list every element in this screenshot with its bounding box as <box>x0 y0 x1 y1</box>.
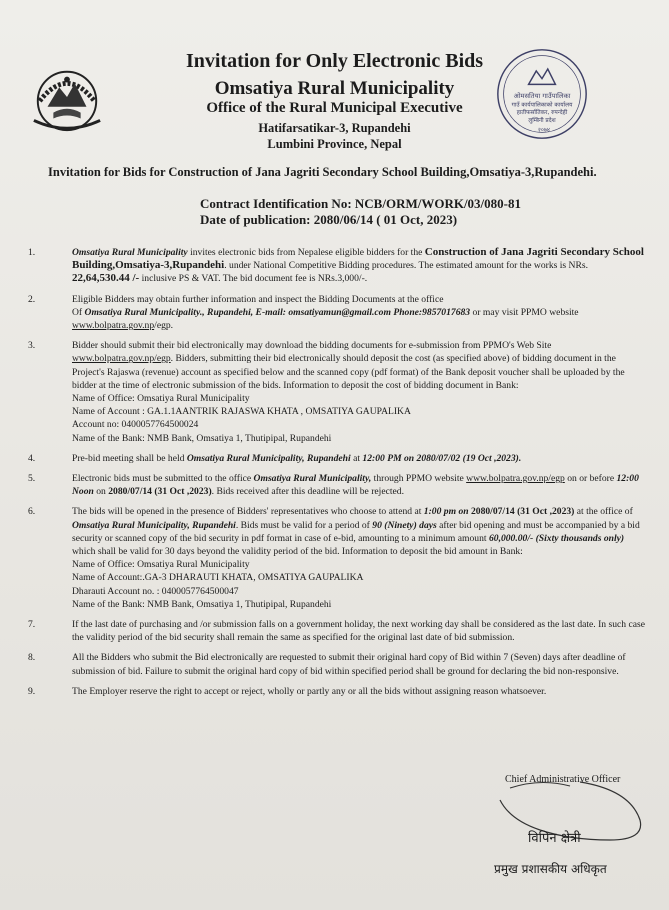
item-number: 3. <box>28 340 36 352</box>
list-item: 9. The Employer reserve the right to accept or reject, wholly or partly any or all the bids without assigning reason whatsoever. <box>28 685 547 697</box>
contract-block <box>200 196 521 228</box>
bolpatra-link[interactable]: www.bolpatra.gov.np <box>72 320 155 332</box>
list-item: 7. If the last date of purchasing and /or submission falls on a government holiday, the next working day shall be considered as the last date. In such case the validity period of the bid security shall remain the same as specified for the original last date of bid submission. <box>28 619 645 644</box>
svg-text:ओमसतिया गाउँपालिका: ओमसतिया गाउँपालिका <box>513 91 571 100</box>
item-number: 2. <box>28 293 36 305</box>
item-number: 7. <box>28 619 36 631</box>
address-line-1: Hatifarsatikar-3, Rupandehi <box>258 121 411 135</box>
address-line-2: Lumbini Province, Nepal <box>267 137 402 151</box>
item-number: 1. <box>28 247 36 258</box>
page-title: Invitation for Only Electronic Bids <box>185 50 484 72</box>
bolpatra-egp-link[interactable]: www.bolpatra.gov.np/egp <box>72 353 171 365</box>
item-number: 5. <box>28 473 36 485</box>
list-item: 4. Pre-bid meeting shall be held Omsatiya Rural Municipality, Rupandehi at 12:00 PM on 2080/07/02 (19 Oct ,2023). <box>28 452 522 464</box>
list-item: 2. Eligible Bidders may obtain further information and inspect the Bidding Documents at the office Of Omsatiya Rural Municipality., Rupandehi, E-mail: omsatiyamun@gmail.com Phone:9857017683 or may visit PPMO website www.bolpatra.gov.np/egp. <box>28 293 579 332</box>
svg-text:लुम्बिनी प्रदेश: लुम्बिनी प्रदेश <box>528 117 556 124</box>
list-item: 1. Omsatiya Rural Municipality invites electronic bids from Nepalese eligible bidders for the Construction of Jana Jagriti Secondary School Building,Omsatiya-3,Rupandehi. under National Competitive Bidding procedures. The estimated amount for the works is NRs. 22,64,530.44 /- inclusive PS & VAT. The bid document fee is NRs.3,000/-. <box>28 246 644 285</box>
signatory-title-nepali: प्रमुख प्रशासकीय अधिकृत <box>494 862 607 876</box>
svg-text:हातीफर्सातिकर, रुपन्देही: हातीफर्सातिकर, रुपन्देही <box>516 110 568 117</box>
item-number: 4. <box>28 452 36 464</box>
subject-line: Invitation for Bids for Construction of Jana Jagriti Secondary School Building,Omsatiya-3,Rupandehi. <box>48 165 597 179</box>
list-item: 6. The bids will be opened in the presence of Bidders' representatives who choose to attend at 1:00 pm on 2080/07/14 (31 Oct ,2023) at the office of Omsatiya Rural Municipality, Rupandehi. Bids must be valid for a period of 90 (Ninety) days after bid opening and must be accompanied by a bid security or scanned copy of the bid security in pdf format in case of e-bid, amounting to a minimum amount 60,000.00/- (Sixty thousands only) which shall be valid for 30 days beyond the validity period of the bid. Information to deposit the bid amount in Bank: Name of Office: Omsatiya Rural Municipality Name of Account:.GA-3 DHARAUTI KHATA, OMSATIYA GAUPALIKA Dharauti Account no. : 0400057764500047 Name of the Bank: NMB Bank, Omsatiya 1, Thutipipal, Rupandehi <box>28 506 640 610</box>
item-number: 9. <box>28 685 36 697</box>
signatory-name: विपिन क्षेत्री <box>528 831 581 846</box>
item-number: 6. <box>28 506 36 518</box>
items-list <box>28 246 648 705</box>
publication-date: Date of publication: 2080/06/14 ( 01 Oct, 2023) <box>200 212 458 227</box>
list-item: 3. Bidder should submit their bid electronically may download the bidding documents for e-submission from PPMO's Web Site www.bolpatra.gov.np/egp. Bidders, submitting their bid electronically should deposit the cost (as specified above) of bidding document in the Project's Rajaswa (revenue) account as specified below and the scanned copy (pdf format) of the Bank deposit voucher shall be uploaded by the bidder at the time of electronic submission of the bids. Information to deposit the cost of bidding document in Bank: Name of Office: Omsatiya Rural Municipality Name of Account : GA.1.1AANTRIK RAJASWA KHATA , OMSATIYA GAUPALIKA Account no: 0400057764500024 Name of the Bank: NMB Bank, Omsatiya 1, Thutipipal, Rupandehi <box>28 340 625 444</box>
bolpatra-egp-link[interactable]: www.bolpatra.gov.np/egp <box>466 473 565 485</box>
organization-name: Omsatiya Rural Municipality <box>214 78 455 99</box>
list-item: 8. All the Bidders who submit the Bid electronically are requested to submit their original hard copy of Bid within 7 (Seven) days after deadline of submission of bid. Failure to submit the original hard copy of bid within specified period shall be ground for declaring the bid non-responsive. <box>28 652 626 677</box>
list-item: 5. Electronic bids must be submitted to the office Omsatiya Rural Municipality, through PPMO website www.bolpatra.gov.np/egp on or before 12:00 Noon on 2080/07/14 (31 Oct ,2023). Bids received after this deadline will be rejected. <box>28 473 639 498</box>
svg-text:गाउँ कार्यपालिकाको कार्यालय: गाउँ कार्यपालिकाको कार्यालय <box>511 102 573 109</box>
svg-text:२०७४: २०७४ <box>537 127 550 134</box>
office-name: Office of the Rural Municipal Executive <box>206 100 463 116</box>
officer-title: Chief Administrative Officer <box>505 774 621 785</box>
official-seal-stamp <box>494 46 590 142</box>
contract-id: Contract Identification No: NCB/ORM/WORK/03/080-81 <box>200 196 522 211</box>
item-number: 8. <box>28 652 36 664</box>
